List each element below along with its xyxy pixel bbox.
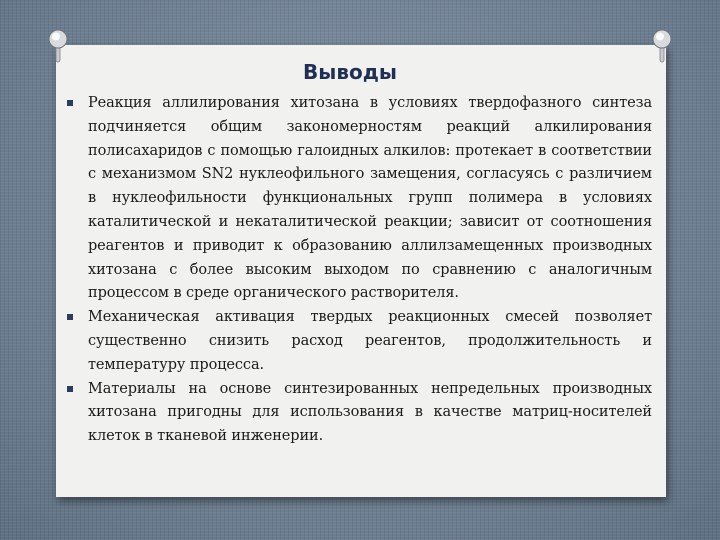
bullet-square-icon <box>67 314 73 320</box>
bullet-item <box>67 306 652 377</box>
bullet-square-icon <box>67 386 73 392</box>
bullet-square-icon <box>67 100 73 106</box>
pushpin-icon <box>651 28 673 64</box>
bullet-text: Материалы на основе синтезированных непредельных производных хитозана пригодны для использования в качестве матриц-носителей клеток в тканевой инженерии. <box>88 380 652 445</box>
slide-title: Выводы <box>303 60 397 84</box>
bullet-item <box>67 92 652 306</box>
pushpin-icon <box>47 28 69 64</box>
bullet-text: Реакция аллилирования хитозана в условиях твердофазного синтеза подчиняется общим закономерностям реакций алкилирования полисахаридов с помощью галоидных алкилов: протекает в соответствии с механизмом SN2 нуклеофильного замещения, согласуясь с различием в нуклеофильности функциональных групп полимера в условиях каталитической и некаталитической реакции; зависит от соотношения реагентов и приводит к образованию аллилзамещенных производных хитозана с более высоким выходом по сравнению с аналогичным процессом в среде органического растворителя. <box>88 95 652 302</box>
conclusions-list <box>67 92 652 449</box>
bullet-item <box>67 378 652 449</box>
bullet-text: Механическая активация твердых реакционных смесей позволяет существенно снизить расход реагентов, продолжительность и температуру процесса. <box>88 309 652 373</box>
